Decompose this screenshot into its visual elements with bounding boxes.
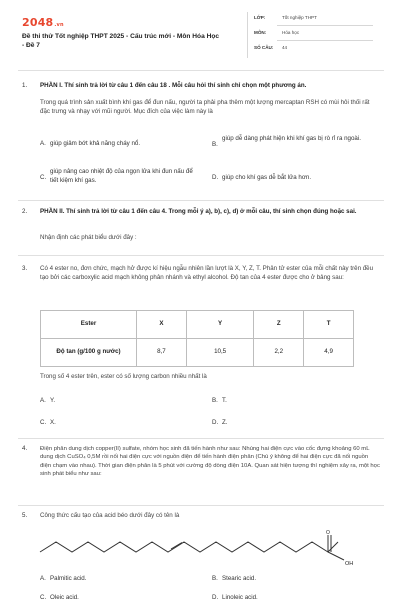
question-2 [22, 208, 380, 248]
table-row-label: Độ tan (g/100 g nước) [41, 339, 137, 367]
option-d[interactable]: D. Linoleic acid. [212, 594, 258, 600]
meta-line [277, 25, 373, 26]
table-header: Z [254, 311, 304, 339]
carbon-chain [40, 542, 338, 552]
table-cell: 4,9 [304, 339, 354, 367]
question-1: 1. PHẦN I. Thí sinh trả lời từ câu 1 đến câu 18 . Mỗi câu hỏi thí sinh chỉ chọn một phương án. Trong quá trình sản xuất bình khí gas để đun nấu, người ta phải pha thêm một lượng mercaptan RSH có mùi hôi thối rất đặc trưng và nhạy với mũi người. Mục đích của việc làm này là A. giúp giảm bớt khả năng cháy nổ. B. giúp dễ dàng phát hiện khi khí gas bị rò rỉ ra ngoài. C. giúp nâng cao nhiệt độ của ngọn lửa khi đun nấu để tiết kiệm khí gas. D. giúp cho khí gas dễ bắt lửa hơn. [22, 82, 380, 192]
option-b[interactable]: B. Stearic acid. [212, 575, 257, 582]
section-heading: PHẦN I. Thí sinh trả lời từ câu 1 đến câu 18 . Mỗi câu hỏi thí sinh chỉ chọn một phương án. [40, 82, 307, 89]
option-d[interactable]: D. Z. [212, 419, 228, 426]
question-text: Điện phân dung dịch copper(II) sulfate, nhóm học sinh đã tiến hành như sau: Nhúng hai điện cực vào cốc đựng khoảng 60 mL dung dịch CuSO₄ 0,5M rồi nối hai điện cực với nguồn điện để tiến hành điện phân (Chú ý không để hai điện cực đã nối nguồn điện chạm vào nhau). Thời gian điện phân là 5 phút với cường độ dòng điện 10A. Quan sát hiện tượng thí nghiệm xảy ra, một học sinh phát biểu như sau: [40, 446, 380, 478]
option-a[interactable]: A. Y. [40, 397, 56, 404]
meta-subject-value: Hóa học [282, 30, 300, 35]
meta-count-key: SỐ CÂU: [254, 45, 274, 50]
header-separator [18, 70, 384, 71]
meta-class-value: Tốt nghiệp THPT [282, 15, 317, 20]
table-header: T [304, 311, 354, 339]
logo-suffix: .vn [54, 22, 64, 28]
question-separator [18, 438, 384, 439]
double-bond [171, 543, 182, 550]
table-cell: 8,7 [137, 339, 187, 367]
meta-class [254, 15, 317, 22]
question-number: 2. [22, 208, 28, 215]
question-text: Trong quá trình sản xuất bình khí gas để đun nấu, người ta phải pha thêm một lượng mercaptan RSH có mùi hôi thối rất đặc trưng và nhạy với mũi người. Mục đích của việc làm này là [40, 99, 370, 115]
option-a[interactable]: A. giúp giảm bớt khả năng cháy nổ. [40, 140, 141, 147]
solubility-table [40, 310, 354, 367]
question-number: 5. [22, 512, 28, 519]
option-c[interactable]: C. X. [40, 419, 56, 426]
question-separator [18, 200, 384, 201]
hydroxyl-label: OH [345, 561, 354, 567]
table-header-row [41, 311, 354, 339]
meta-class-key: LỚP: [254, 15, 266, 20]
logo-text: 2048 [22, 16, 54, 29]
question-3-options [22, 373, 380, 433]
question-separator [18, 255, 384, 256]
option-b[interactable]: B. T. [212, 397, 227, 404]
table-header: Y [186, 311, 254, 339]
meta-subject [254, 30, 299, 37]
option-d[interactable]: D. giúp cho khí gas dễ bắt lửa hơn. [212, 174, 312, 181]
meta-line [277, 40, 373, 41]
oxygen-label: O [326, 530, 330, 536]
meta-subject-key: MÔN: [254, 30, 267, 35]
option-c[interactable]: C. Oleic acid. [40, 594, 79, 600]
question-text: Có 4 ester no, đơn chức, mạch hở được kí hiệu ngẫu nhiên lần lượt là X, Y, Z, T. Phân tử ester của mỗi chất này trên đều tạo bởi các carboxylic acid mạch không phân nhánh và ethyl alcohol. Độ tan của 4 ester được cho ở bảng sau: [40, 265, 374, 281]
table-header: X [137, 311, 187, 339]
question-number: 3. [22, 265, 28, 272]
question-4 [22, 445, 380, 500]
table-cell: 2,2 [254, 339, 304, 367]
question-text: Công thức cấu tạo của acid béo dưới đây có tên là [40, 512, 180, 519]
question-number: 1. [22, 82, 28, 89]
fatty-acid-structure-diagram [32, 530, 372, 572]
table-row [41, 339, 354, 367]
exam-title: Đề thi thử Tốt nghiệp THPT 2025 - Cấu trúc mới - Môn Hóa Học - Đề 7 [22, 33, 220, 50]
table-cell: 10,5 [186, 339, 254, 367]
meta-count-value: 44 [282, 45, 288, 50]
option-a[interactable]: A. Palmitic acid. [40, 575, 87, 582]
hydroxyl-bond [328, 552, 344, 560]
site-logo[interactable] [22, 15, 64, 31]
meta-count [254, 45, 287, 52]
header-divider [247, 12, 248, 58]
question-separator [18, 505, 384, 506]
table-header: Ester [41, 311, 137, 339]
page-header [0, 0, 400, 70]
question-prompt: Trong số 4 ester trên, ester có số lượng carbon nhiều nhất là [40, 373, 207, 380]
section-heading: PHẦN II. Thí sinh trả lời từ câu 1 đến câu 4. Trong mỗi ý a), b), c), d) ở mỗi câu, thí sinh chọn đúng hoặc sai. [40, 208, 357, 215]
question-number: 4. [22, 445, 28, 452]
question-text: Nhận định các phát biểu dưới đây : [40, 234, 137, 241]
